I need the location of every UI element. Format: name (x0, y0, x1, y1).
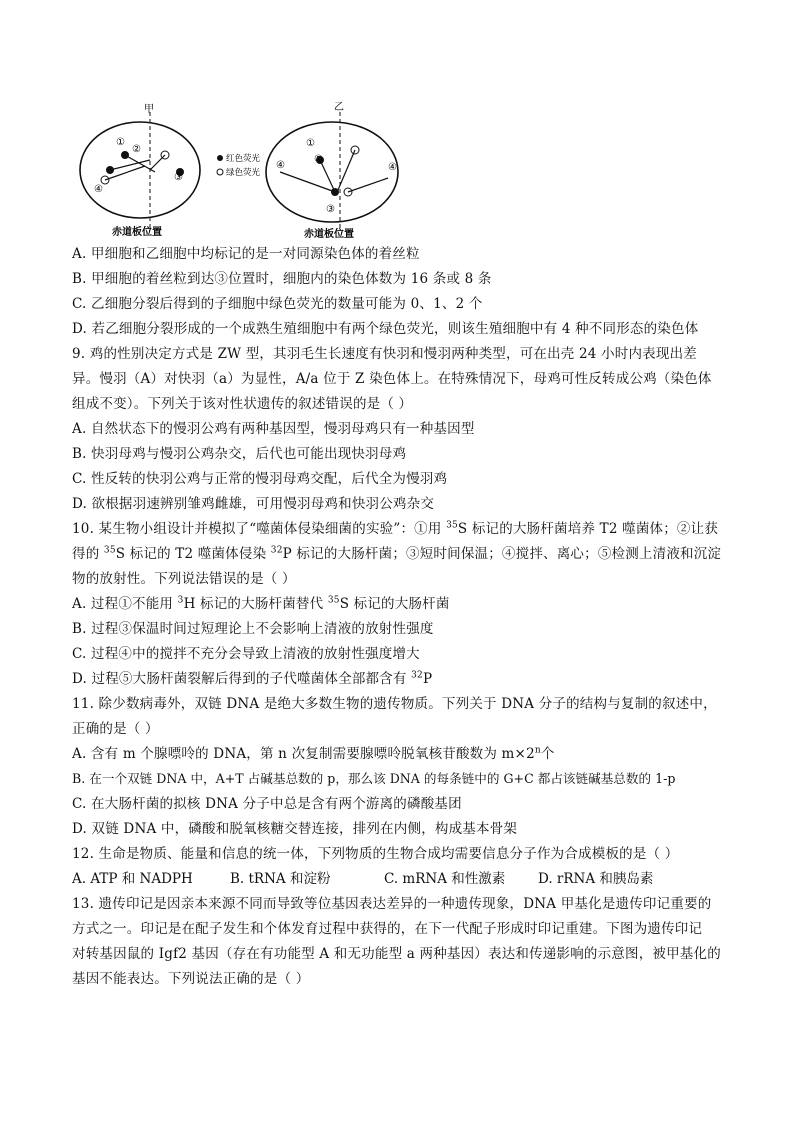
q10-stem-line-1: 10. 某生物小组设计并模拟了“噬菌体侵染细菌的实验”：①用 $^{35}$S 标记的大肠杆菌培养 T2 噬菌体；②让获 (72, 520, 719, 537)
q10-stem-line-3: 物的放射性。下列说法错误的是（ ） (72, 571, 296, 587)
marker-2: ② (314, 154, 323, 165)
q9-option-b: B. 快羽母鸡与慢羽公鸡杂交，后代也可能出现快羽母鸡 (72, 446, 407, 462)
q10-stem-line-2: 得的 $^{35}$S 标记的 T2 噬菌体侵染 $^{32}$P 标记的大肠杆菌；③短时间保温；④搅拌、离心；⑤检测上清液和沉淀 (72, 545, 722, 562)
q11-stem-line-1: 11. 除少数病毒外，双链 DNA 是绝大多数生物的遗传物质。下列关于 DNA 分子的结构与复制的叙述中， (72, 696, 717, 712)
cell-division-figure (70, 100, 400, 240)
q10-option-d: D. 过程⑤大肠杆菌裂解后得到的子代噬菌体全部都含有 $^{32}$P (72, 670, 433, 687)
q12-option-d: D. rRNA 和胰岛素 (538, 871, 654, 887)
q9-option-d: D. 欲根据羽速辨别雏鸡雌雄，可用慢羽母鸡和快羽公鸡杂交 (72, 496, 435, 512)
legend-red-dot (217, 155, 223, 161)
legend-green-dot (217, 169, 223, 175)
q12-stem: 12. 生命是物质、能量和信息的统一体，下列物质的生物合成均需要信息分子作为合成模板的是（ ） (72, 846, 679, 862)
marker-3: ③ (326, 204, 335, 215)
q8-option-d: D. 若乙细胞分裂形成的一个成熟生殖细胞中有两个绿色荧光，则该生殖细胞中有 4 种不同形态的染色体 (72, 321, 699, 337)
q9-option-a: A. 自然状态下的慢羽公鸡有两种基因型，慢羽母鸡只有一种基因型 (72, 421, 475, 437)
label-jia: 甲 (144, 104, 154, 115)
marker-4: ④ (94, 184, 103, 195)
marker-1: ① (116, 137, 125, 148)
q10-option-a: A. 过程①不能用 $^3$H 标记的大肠杆菌替代 $^{35}$S 标记的大肠杆菌 (72, 595, 450, 612)
q13-stem-line-1: 13. 遗传印记是因亲本来源不同而导致等位基因表达差异的一种遗传现象，DNA 甲基化是遗传印记重要的 (72, 896, 712, 912)
q8-option-c: C. 乙细胞分裂后得到的子细胞中绿色荧光的数量可能为 0、1、2 个 (72, 296, 483, 312)
q8-option-a: A. 甲细胞和乙细胞中均标记的是一对同源染色体的着丝粒 (72, 246, 420, 262)
caption-right: 赤道板位置 (304, 229, 354, 240)
q12-option-b: B. tRNA 和淀粉 (230, 871, 331, 887)
q11-option-c: C. 在大肠杆菌的拟核 DNA 分子中总是含有两个游离的磷酸基团 (72, 796, 462, 812)
q11-stem-line-2: 正确的是（ ） (72, 721, 159, 737)
legend-red-label: 红色荧光 (226, 154, 261, 164)
marker-3: ③ (174, 172, 183, 183)
marker-4b: ④ (388, 162, 397, 173)
q10-option-b: B. 过程③保温时间过短理论上不会影响上清液的放射性强度 (72, 621, 434, 637)
q10-option-c: C. 过程④中的搅拌不充分会导致上清液的放射性强度增大 (72, 646, 420, 662)
caption-left: 赤道板位置 (112, 227, 162, 238)
q9-stem-line-3: 组成不变）。下列关于该对性状遗传的叙述错误的是（ ） (72, 396, 413, 412)
q9-stem-line-1: 9. 鸡的性别决定方式是 ZW 型，其羽毛生长速度有快羽和慢羽两种类型，可在出壳 24 小时内表现出差 (72, 346, 697, 362)
q12-option-c: C. mRNA 和性激素 (384, 871, 506, 887)
q13-stem-line-4: 基因不能表达。下列说法正确的是（ ） (72, 971, 310, 987)
q12-option-a: A. ATP 和 NADPH (72, 871, 193, 887)
q11-option-d: D. 双链 DNA 中，磷酸和脱氧核糖交替连接，排列在内侧，构成基本骨架 (72, 821, 518, 837)
q13-stem-line-3: 对转基因鼠的 Igf2 基因（存在有功能型 A 和无功能型 a 两种基因）表达和传递影响的示意图，被甲基化的 (72, 946, 721, 962)
q9-stem-line-2: 异。慢羽（A）对快羽（a）为显性，A/a 位于 Z 染色体上。在特殊情况下，母鸡可性反转成公鸡（染色体 (72, 371, 712, 387)
q9-option-c: C. 性反转的快羽公鸡与正常的慢羽母鸡交配，后代全为慢羽鸡 (72, 471, 448, 487)
path-arrow (348, 178, 388, 192)
path-arrow (110, 160, 150, 170)
label-yi: 乙 (334, 102, 344, 113)
q11-option-b: B. 在一个双链 DNA 中，A+T 占碱基总数的 p，那么该 DNA 的每条链中的 G+C 都占该链碱基总数的 1-p (72, 771, 676, 786)
marker-4: ④ (276, 160, 285, 171)
marker-1: ① (306, 138, 315, 149)
q8-option-b: B. 甲细胞的着丝粒到达③位置时，细胞内的染色体数为 16 条或 8 条 (72, 271, 492, 287)
path-arrow (338, 150, 355, 190)
q11-option-a: A. 含有 m 个腺嘌呤的 DNA，第 n 次复制需要腺嘌呤脱氧核苷酸数为 $m\times 2^n$个 (72, 745, 555, 762)
legend-green-label: 绿色荧光 (226, 168, 261, 178)
q13-stem-line-2: 方式之一。印记是在配子发生和个体发育过程中获得的，在下一代配子形成时印记重建。下图为遗传印记 (72, 921, 703, 937)
path-arrow (150, 155, 165, 170)
marker-2: ② (132, 144, 141, 155)
